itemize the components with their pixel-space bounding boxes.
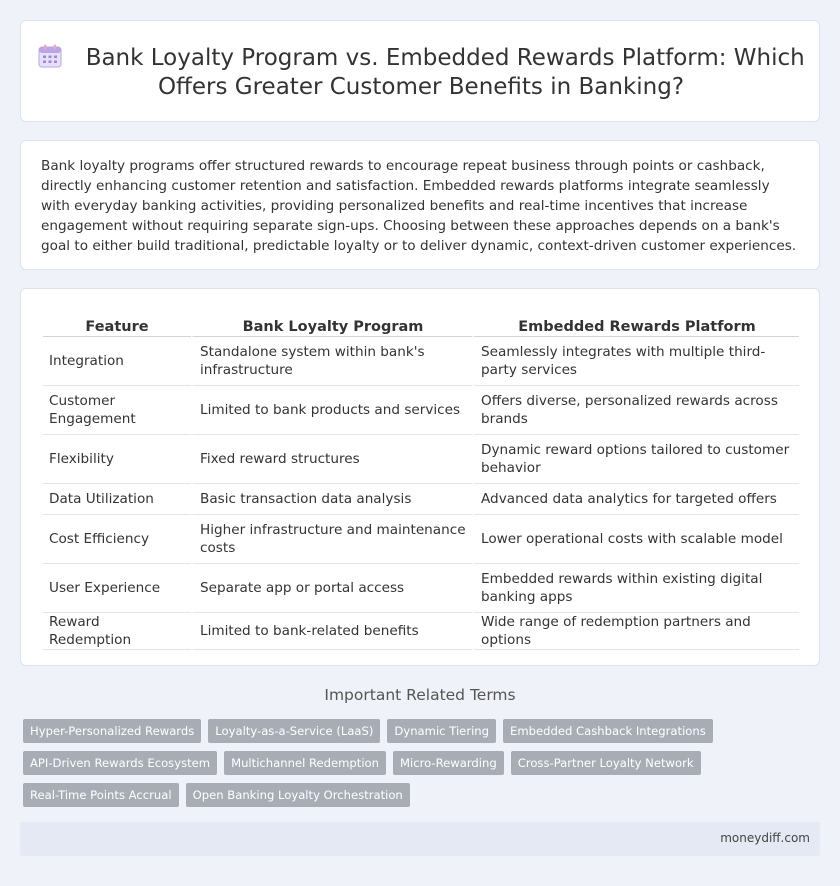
related-term-tag[interactable]: Open Banking Loyalty Orchestration <box>186 783 410 807</box>
related-terms-title: Important Related Terms <box>324 686 516 704</box>
comparison-card <box>20 288 820 666</box>
title-wrap <box>21 43 821 102</box>
bank-loyalty-cell: Fixed reward structures <box>191 435 472 484</box>
table-row <box>43 386 799 435</box>
bank-loyalty-cell: Higher infrastructure and maintenance costs <box>191 515 472 564</box>
comparison-table <box>43 309 799 650</box>
related-terms-list <box>23 719 823 807</box>
header-feature: Feature <box>43 309 191 337</box>
table-row <box>43 337 799 386</box>
table-row <box>43 564 799 613</box>
bank-loyalty-cell: Basic transaction data analysis <box>191 484 472 515</box>
feature-cell: Integration <box>43 337 191 386</box>
feature-cell: Customer Engagement <box>43 386 191 435</box>
header-bank-loyalty: Bank Loyalty Program <box>191 309 472 337</box>
embedded-rewards-cell: Offers diverse, personalized rewards across brands <box>472 386 799 435</box>
embedded-rewards-cell: Seamlessly integrates with multiple third-party services <box>472 337 799 386</box>
feature-cell: Flexibility <box>43 435 191 484</box>
page-title: Bank Loyalty Program vs. Embedded Rewards Platform: Which Offers Greater Customer Benefits in Banking? <box>85 45 805 100</box>
header-card <box>20 20 820 122</box>
embedded-rewards-cell: Dynamic reward options tailored to customer behavior <box>472 435 799 484</box>
header-embedded-rewards: Embedded Rewards Platform <box>472 309 799 337</box>
intro-paragraph: Bank loyalty programs offer structured rewards to encourage repeat business through points or cashback, directly enhancing customer retention and satisfaction. Embedded rewards platforms integrate seamlessly with everyday banking activities, providing personalized benefits and real-time incentives that increase engagement without requiring separate sign-ups. Choosing between these approaches depends on a bank's goal to either build traditional, predictable loyalty or to deliver dynamic, context-driven customer experiences. <box>41 158 797 254</box>
related-term-tag[interactable]: API-Driven Rewards Ecosystem <box>23 751 217 775</box>
table-row <box>43 515 799 564</box>
bank-loyalty-cell: Limited to bank products and services <box>191 386 472 435</box>
related-term-tag[interactable]: Hyper-Personalized Rewards <box>23 719 201 743</box>
related-term-tag[interactable]: Embedded Cashback Integrations <box>503 719 713 743</box>
related-term-tag[interactable]: Loyalty-as-a-Service (LaaS) <box>208 719 380 743</box>
table-row <box>43 435 799 484</box>
feature-cell: Cost Efficiency <box>43 515 191 564</box>
footer <box>20 822 820 856</box>
related-term-tag[interactable]: Micro-Rewarding <box>393 751 504 775</box>
table-row <box>43 613 799 650</box>
calendar-icon <box>37 43 63 69</box>
bank-loyalty-cell: Standalone system within bank's infrastructure <box>191 337 472 386</box>
table-row <box>43 484 799 515</box>
related-term-tag[interactable]: Real-Time Points Accrual <box>23 783 179 807</box>
table-header-row <box>43 309 799 337</box>
related-term-tag[interactable]: Multichannel Redemption <box>224 751 386 775</box>
intro-card <box>20 140 820 270</box>
related-term-tag[interactable]: Dynamic Tiering <box>387 719 496 743</box>
feature-cell: Reward Redemption <box>43 613 191 650</box>
embedded-rewards-cell: Embedded rewards within existing digital banking apps <box>472 564 799 613</box>
embedded-rewards-cell: Lower operational costs with scalable model <box>472 515 799 564</box>
bank-loyalty-cell: Separate app or portal access <box>191 564 472 613</box>
embedded-rewards-cell: Wide range of redemption partners and options <box>472 613 799 650</box>
embedded-rewards-cell: Advanced data analytics for targeted offers <box>472 484 799 515</box>
feature-cell: User Experience <box>43 564 191 613</box>
related-term-tag[interactable]: Cross-Partner Loyalty Network <box>511 751 701 775</box>
bank-loyalty-cell: Limited to bank-related benefits <box>191 613 472 650</box>
feature-cell: Data Utilization <box>43 484 191 515</box>
site-name[interactable]: moneydiff.com <box>720 831 810 845</box>
